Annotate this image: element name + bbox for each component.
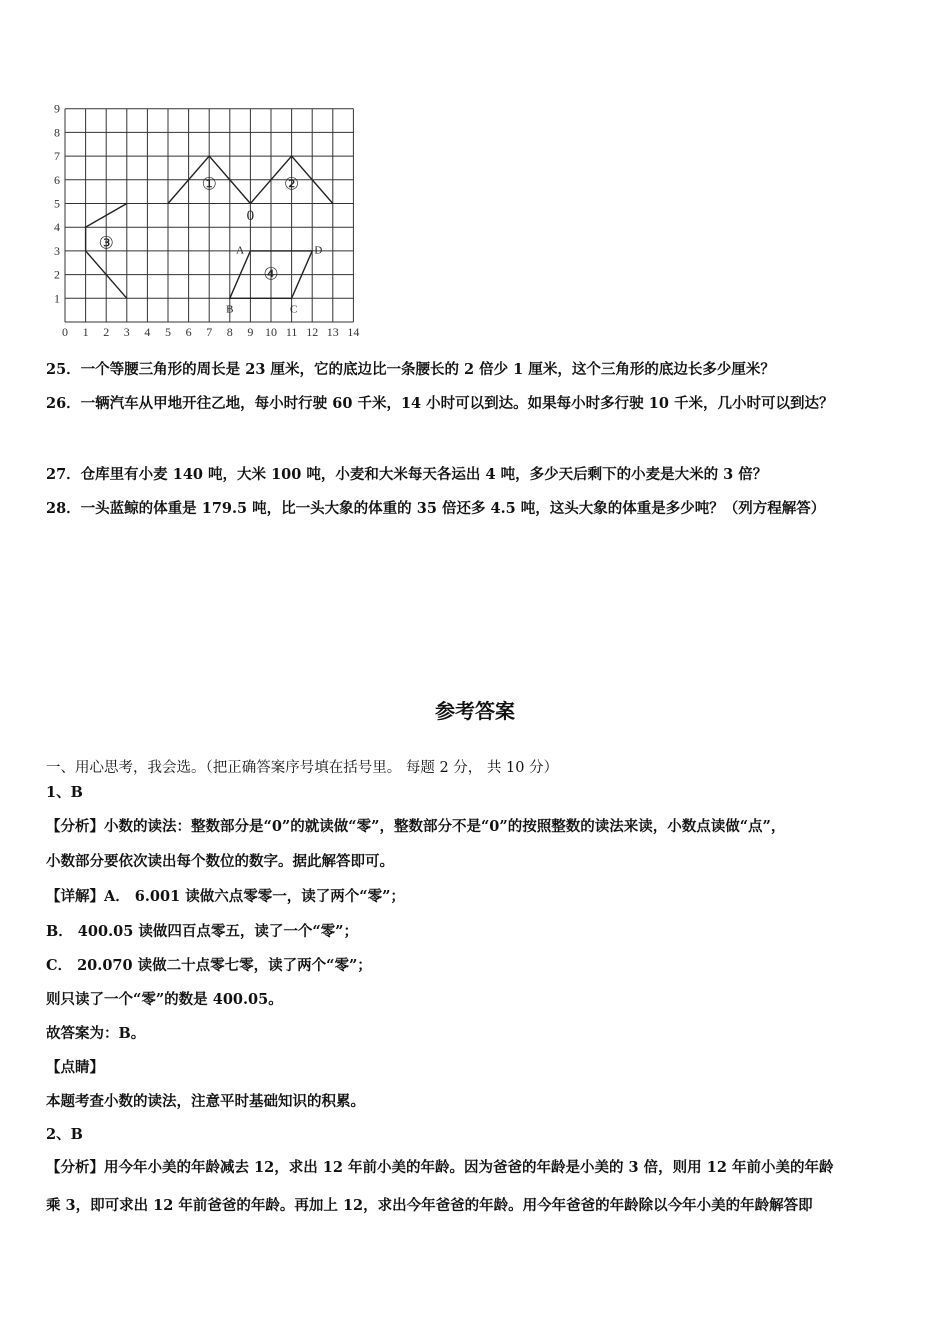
answer-text: 【详解】A． 6.001 读做六点零零一，读了两个“零”； bbox=[46, 888, 405, 905]
grid-figure bbox=[40, 95, 370, 345]
section-heading: 一、用心思考，我会选。（把正确答案序号填在括号里。 每题 2 分， 共 10 分） bbox=[46, 760, 559, 776]
x-tick-label: 10 bbox=[265, 325, 277, 339]
answer-text: B． 400.05 读做四百点零五，读了一个“零”； bbox=[46, 923, 359, 940]
question-25: 25．一个等腰三角形的周长是 23 厘米，它的底边比一条腰长的 2 倍少 1 厘米，这个三角形的底边长多少厘米？ bbox=[46, 361, 775, 378]
shape-3-label: ③ bbox=[98, 233, 114, 253]
answer-2: 2、B bbox=[46, 1126, 83, 1143]
x-tick-label: 8 bbox=[226, 325, 233, 339]
x-tick-label: 0 bbox=[62, 325, 68, 339]
point-b-label: B bbox=[226, 303, 234, 316]
x-tick-label: 1 bbox=[82, 325, 89, 339]
x-tick-label: 7 bbox=[206, 325, 213, 339]
answer-1: 1、B bbox=[46, 784, 83, 801]
answer-text: 小数部分要依次读出每个数位的数字。据此解答即可。 bbox=[46, 853, 394, 870]
x-tick-label: 5 bbox=[165, 325, 171, 339]
question-27: 27．仓库里有小麦 140 吨，大米 100 吨，小麦和大米每天各运出 4 吨，多少天后剩下的小麦是大米的 3 倍？ bbox=[46, 466, 768, 483]
x-tick-label: 13 bbox=[326, 325, 339, 339]
y-tick-label: 7 bbox=[54, 149, 60, 164]
point-a-label: A bbox=[236, 244, 245, 257]
y-tick-label: 3 bbox=[54, 243, 60, 258]
y-tick-label: 6 bbox=[54, 172, 60, 187]
x-tick-label: 2 bbox=[103, 325, 110, 339]
x-tick-label: 4 bbox=[144, 325, 151, 339]
answer-text: C． 20.070 读做二十点零七零，读了两个“零”； bbox=[46, 957, 372, 974]
shape-2-label: ② bbox=[283, 174, 300, 194]
point-o-label: 0 bbox=[246, 208, 255, 225]
y-tick-label: 8 bbox=[54, 125, 60, 140]
question-26: 26．一辆汽车从甲地开往乙地，每小时行驶 60 千米，14 小时可以到达。如果每小时多行驶 10 千米，几小时可以到达？ bbox=[46, 395, 834, 412]
question-28: 28．一头蓝鲸的体重是 179.5 吨，比一头大象的体重的 35 倍还多 4.5 吨，这头大象的体重是多少吨？（列方程解答） bbox=[46, 500, 826, 517]
answer-text: 则只读了一个“零”的数是 400.05。 bbox=[46, 991, 283, 1008]
y-tick-label: 4 bbox=[54, 220, 60, 235]
shape-1-label: ① bbox=[201, 174, 217, 194]
y-tick-label: 5 bbox=[54, 196, 60, 211]
y-tick-label: 9 bbox=[54, 101, 60, 116]
answer-text: 乘 3，即可求出 12 年前爸爸的年龄。再加上 12，求出今年爸爸的年龄。用今年爸爸的年龄除以今年小美的年龄解答即 bbox=[46, 1197, 813, 1214]
answer-text: 【分析】小数的读法：整数部分是“0”的就读做“零”，整数部分不是“0”的按照整数的读法来读，小数点读做“点”， bbox=[46, 818, 786, 835]
answers-title: 参考答案 bbox=[435, 699, 515, 723]
x-tick-label: 6 bbox=[185, 325, 192, 339]
shape-4-label: ④ bbox=[263, 264, 279, 284]
y-tick-label: 2 bbox=[54, 267, 60, 282]
answer-text: 故答案为：B。 bbox=[46, 1025, 146, 1042]
x-tick-label: 14 bbox=[347, 325, 360, 339]
answer-text: 本题考查小数的读法，注意平时基础知识的积累。 bbox=[46, 1093, 365, 1110]
point-c-label: C bbox=[289, 303, 298, 316]
answer-text: 【点睛】 bbox=[46, 1059, 104, 1076]
answer-text: 【分析】用今年小美的年龄减去 12，求出 12 年前小美的年龄。因为爸爸的年龄是小美的 3 倍，则用 12 年前小美的年龄 bbox=[46, 1159, 834, 1176]
x-tick-label: 9 bbox=[247, 325, 254, 339]
point-d-label: D bbox=[314, 244, 323, 257]
x-tick-label: 12 bbox=[306, 325, 319, 339]
x-tick-label: 3 bbox=[123, 325, 130, 339]
x-tick-label: 11 bbox=[285, 325, 298, 339]
y-tick-label: 1 bbox=[54, 291, 60, 306]
